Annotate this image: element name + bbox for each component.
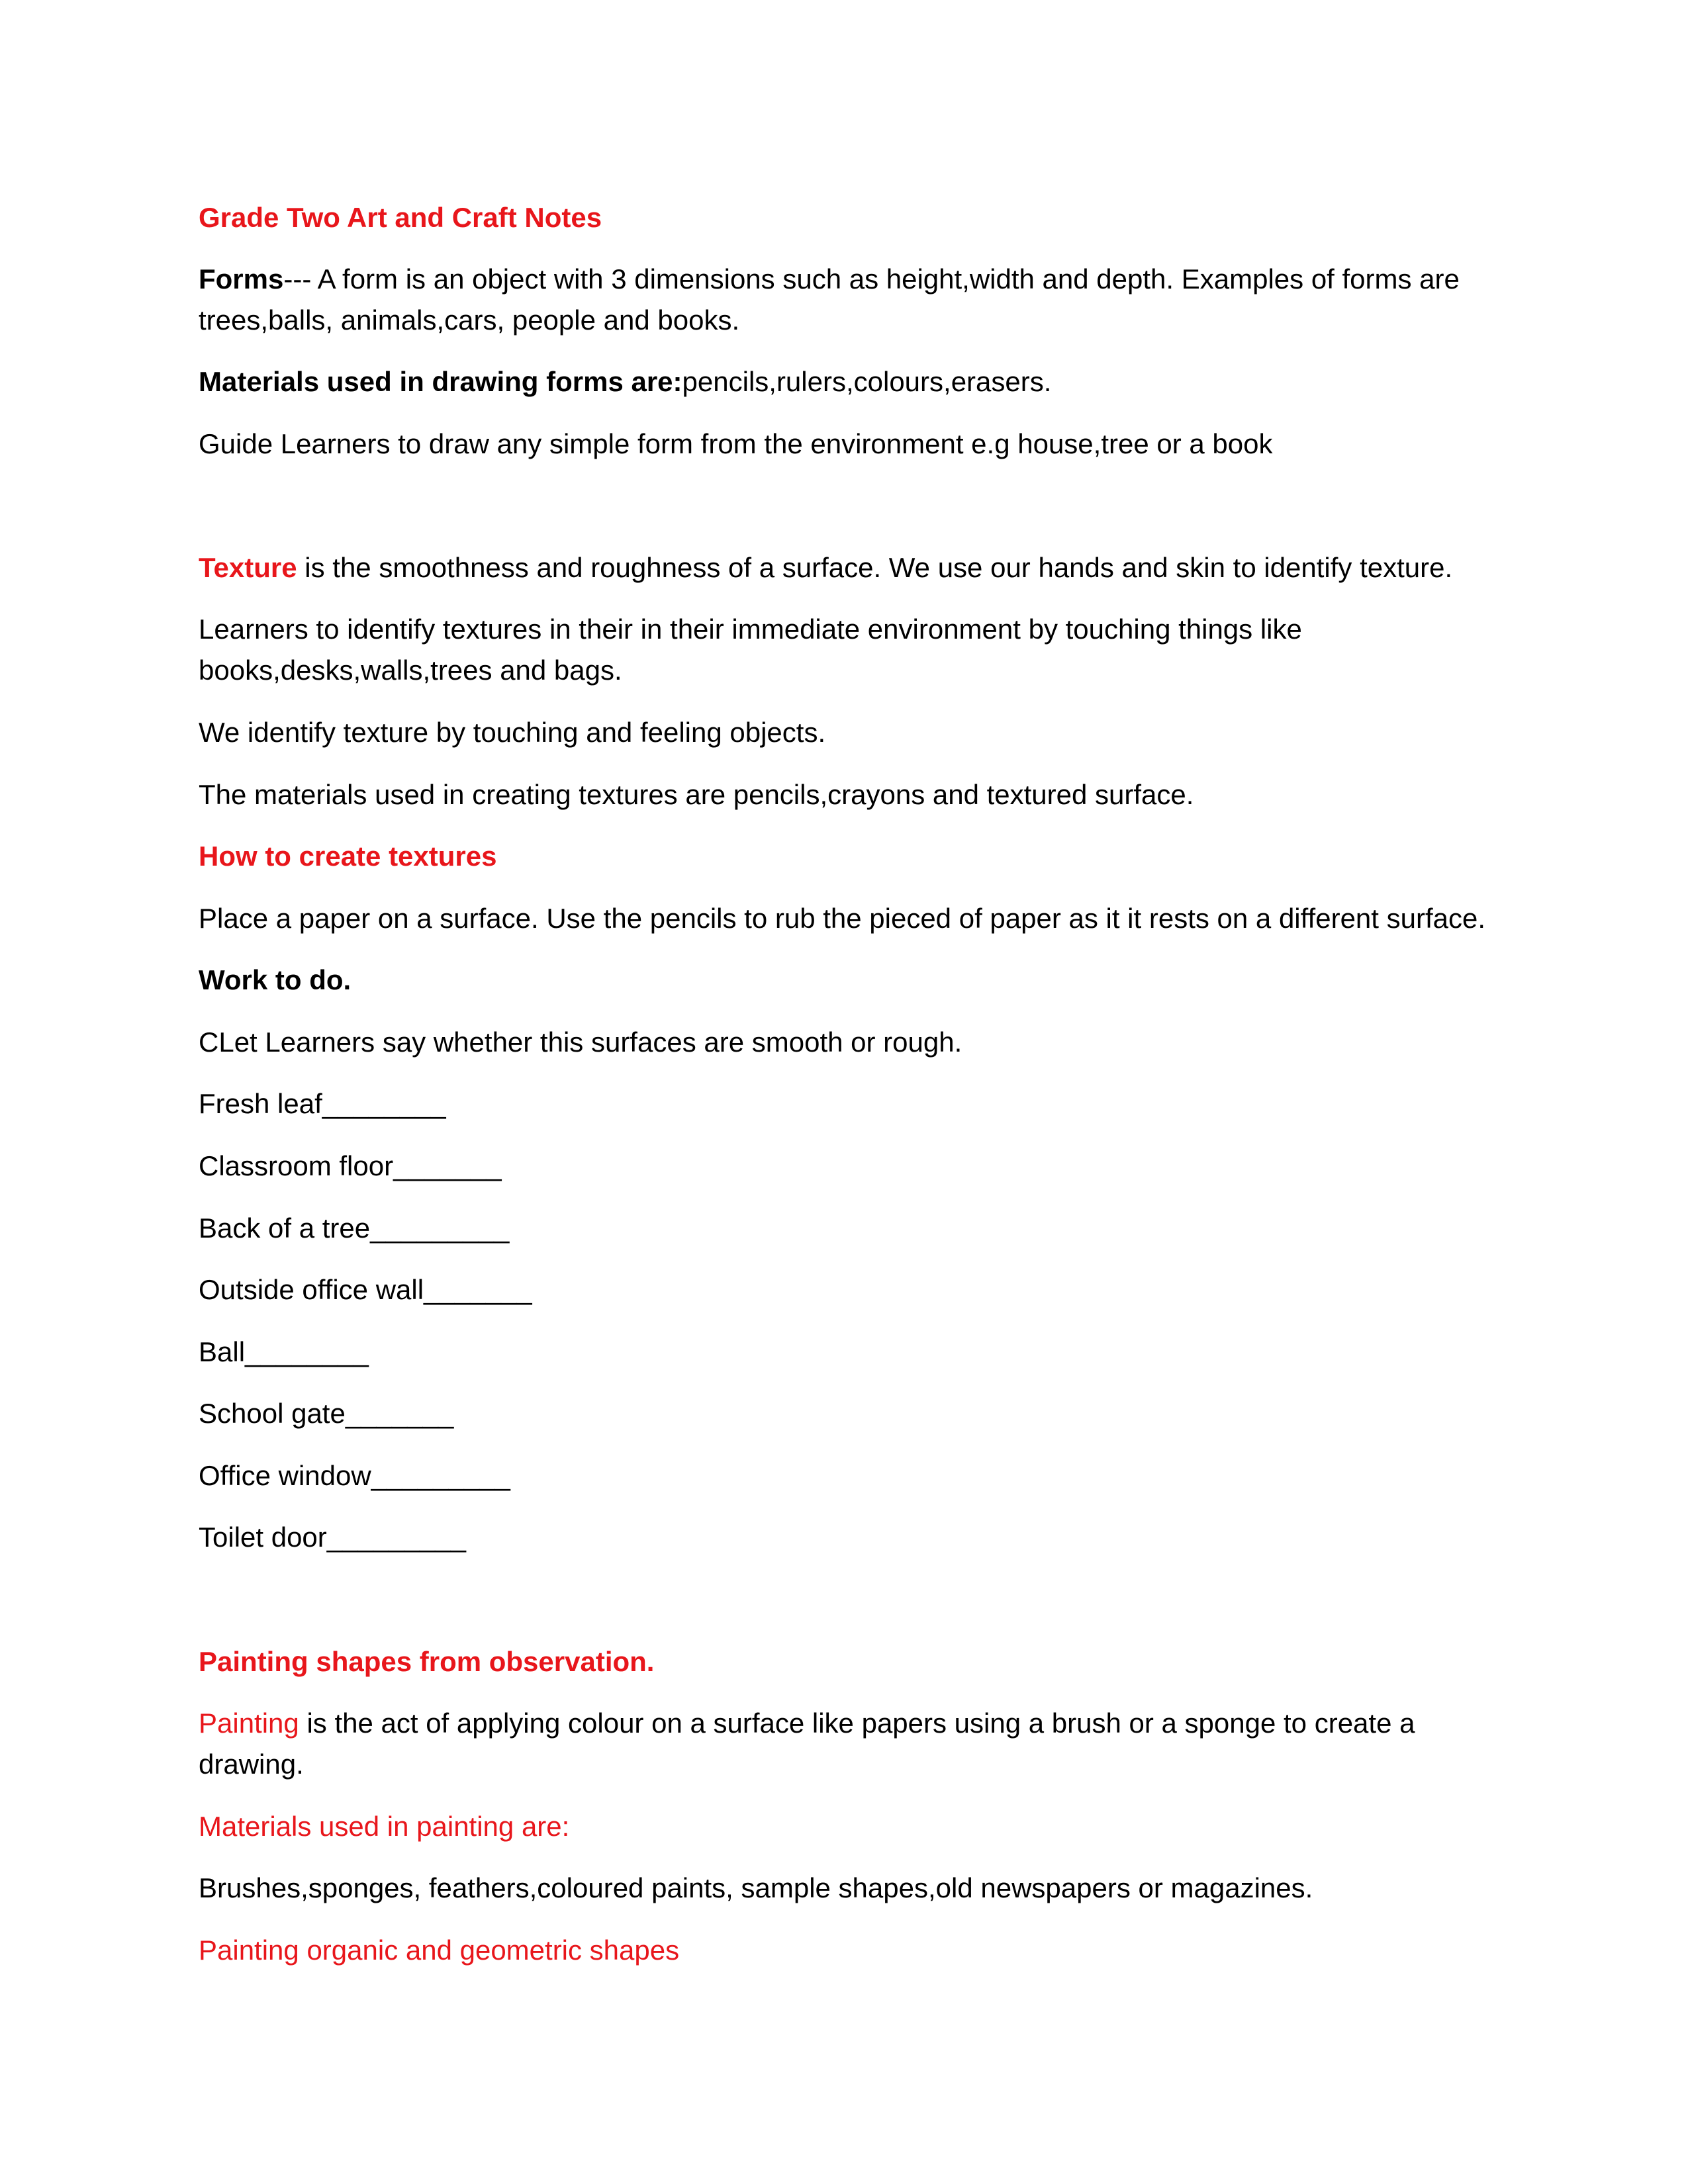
exercise-item: Back of a tree_________ <box>199 1212 510 1244</box>
materials-forms-value: pencils,rulers,colours,erasers. <box>682 366 1052 397</box>
texture-term: Texture <box>199 552 297 583</box>
texture-definition: is the smoothness and roughness of a surface. We use our hands and skin to identify texture. <box>297 552 1453 583</box>
painting-heading: Painting shapes from observation. <box>199 1646 655 1677</box>
painting-materials-list: Brushes,sponges, feathers,coloured paints, sample shapes,old newspapers or magazines. <box>199 1872 1313 1903</box>
document-title: Grade Two Art and Craft Notes <box>199 202 602 233</box>
texture-paragraph <box>199 547 1452 588</box>
how-to-paragraph: Place a paper on a surface. Use the pencils to rub the pieced of paper as it it rests on a different surface. <box>199 903 1486 934</box>
exercise-item: School gate_______ <box>199 1398 454 1429</box>
materials-forms-paragraph <box>199 361 1051 402</box>
painting-definition: is the act of applying colour on a surface like papers using a brush or a sponge to create a drawing. <box>199 1707 1415 1780</box>
exercise-item: Toilet door_________ <box>199 1522 467 1553</box>
organic-shapes-heading: Painting organic and geometric shapes <box>199 1934 680 1966</box>
exercise-item: Fresh leaf________ <box>199 1088 446 1119</box>
forms-term: Forms <box>199 263 284 295</box>
materials-forms-label: Materials used in drawing forms are: <box>199 366 682 397</box>
forms-definition: --- A form is an object with 3 dimensions such as height,width and depth. Examples of forms are trees,balls, animals,cars, people and books. <box>199 263 1460 336</box>
forms-paragraph <box>199 259 1496 341</box>
exercise-item: Classroom floor_______ <box>199 1150 502 1181</box>
painting-materials-heading: Materials used in painting are: <box>199 1811 570 1842</box>
guide-paragraph: Guide Learners to draw any simple form from the environment e.g house,tree or a book <box>199 428 1273 459</box>
how-to-heading: How to create textures <box>199 841 497 872</box>
work-heading: Work to do. <box>199 964 352 995</box>
learners-identify-paragraph: Learners to identify textures in their in their immediate environment by touching things like books,desks,walls,trees and bags. <box>199 614 1302 686</box>
exercise-item: Office window_________ <box>199 1460 510 1491</box>
exercise-item: Ball________ <box>199 1336 369 1367</box>
work-instruction: CLet Learners say whether this surfaces are smooth or rough. <box>199 1026 962 1058</box>
exercise-item: Outside office wall_______ <box>199 1274 532 1305</box>
texture-materials-paragraph: The materials used in creating textures are pencils,crayons and textured surface. <box>199 779 1194 810</box>
identify-by-touch-paragraph: We identify texture by touching and feeling objects. <box>199 717 826 748</box>
painting-term: Painting <box>199 1707 299 1739</box>
painting-paragraph <box>199 1703 1496 1785</box>
